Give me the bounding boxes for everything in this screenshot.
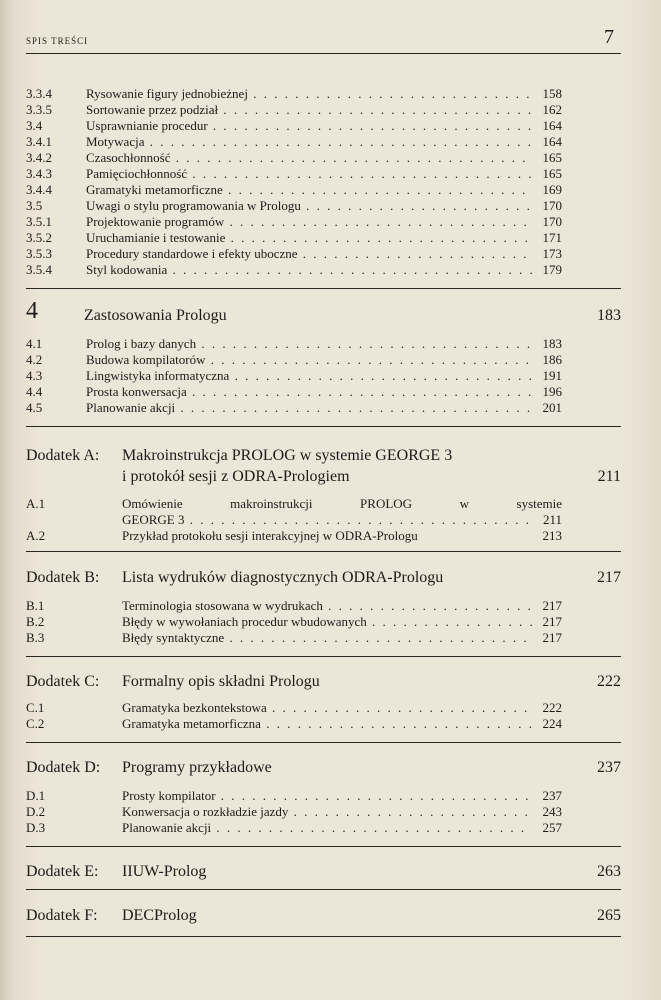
appendix-title: Formalny opis składni Prologu xyxy=(122,673,320,690)
toc-entry: 4.4 Prosta konwersacja . . . 196 xyxy=(26,384,562,400)
header-rule xyxy=(26,53,621,54)
appendix-page: 217 xyxy=(597,569,621,586)
toc-entry: 3.3.4 Rysowanie figury jednobieżnej . . . 158 xyxy=(26,86,562,102)
toc-entry: D.2 Konwersacja o rozkładzie jazdy . . . 243 xyxy=(26,804,562,820)
appendix-title: Lista wydruków diagnostycznych ODRA-Prologu xyxy=(122,569,444,586)
toc-entry: B.1 Terminologia stosowana w wydrukach . . . 217 xyxy=(26,598,562,614)
appendix-title: DECProlog xyxy=(122,907,197,924)
toc-entry: 3.4.1 Motywacja . . . 164 xyxy=(26,134,562,150)
appendix-page: 263 xyxy=(597,863,621,880)
appendix-title: Makroinstrukcja PROLOG w systemie GEORGE 3 xyxy=(122,447,453,464)
section-rule xyxy=(26,426,621,427)
section-rule xyxy=(26,656,621,657)
toc-entry: B.2 Błędy w wywołaniach procedur wbudowanych . . . 217 xyxy=(26,614,562,630)
toc-entry: 3.5 Uwagi o stylu programowania w Prologu . . . 170 xyxy=(26,198,562,214)
toc-entry: 3.3.5 Sortowanie przez podział . . . 162 xyxy=(26,102,562,118)
appendix-label: Dodatek C: xyxy=(26,673,100,690)
appendix-page: 237 xyxy=(597,759,621,776)
toc-entry: 3.5.1 Projektowanie programów . . . 170 xyxy=(26,214,562,230)
toc-entry-cont: GEORGE 3 . . . 211 xyxy=(26,512,562,528)
appendix-page: 222 xyxy=(597,673,621,690)
appendix-label: Dodatek D: xyxy=(26,759,101,776)
toc-entry: 3.4.4 Gramatyki metamorficzne . . . 169 xyxy=(26,182,562,198)
section-rule xyxy=(26,936,621,937)
toc-entry: D.3 Planowanie akcji . . . 257 xyxy=(26,820,562,836)
toc-entry: 4.2 Budowa kompilatorów . . . 186 xyxy=(26,352,562,368)
appendix-title: Programy przykładowe xyxy=(122,759,272,776)
running-head: SPIS TREŚCI xyxy=(26,36,89,46)
page-number: 7 xyxy=(604,26,614,48)
section-rule xyxy=(26,551,621,552)
book-page: SPIS TREŚCI 7 3.3.4 Rysowanie figury jednobieżnej . . . 158 3.3.5 Sortowanie przez podział . . . 162 3.4 Usprawnianie procedur . . . 164 3.4.1 Motywacja . . . 164 3.4.2 Czasochłonność . . . 165 3.4.3 Pamięciochłonność . . . 165 3.4.4 Gramatyki metamorficzne . . . 169 3.5 Uwagi o stylu programowania w Prologu . . . 170 3.5.1 Projektowanie programów . . . 170 3.5.2 Uruchamianie i testowanie . . . 171 3.5.3 Procedury standardowe i efekty uboczne . . . 173 3.5.4 Styl kodowania . . . 179 4 Zastosowania Prologu 183 4.1 Prolog i bazy danych . . . 183 4.2 Budowa kompilatorów . . . 186 4.3 Lingwistyka informatyczna . . . 191 4.4 Prosta konwersacja . . . 196 4.5 Planowanie akcji . . . 201 Dodatek A: Makroinstrukcja PROLOG w systemie GEORGE 3 i protokół sesji z ODRA-Prologiem 211 A.1 Omówienie makroinstrukcji PROLOG w systemie GEORGE 3 . . . 211 A.2 Przykład protokołu sesji interakcyjnej w ODRA-Prologu 213 Dodatek B: Lista wydruków diagnostycznych ODRA-Prologu 217 B.1 Terminologia stosowana w wydrukach . . . 217 B.2 Błędy w wywołaniach procedur wbudowanych . . . 217 B.3 Błędy syntaktyczne . . . 217 Dodatek C: Formalny opis składni Prologu 222 C.1 Gramatyka bezkontekstowa . . . 222 C.2 Gramatyka metamorficzna . . . 224 Dodatek D: Programy przykładowe 237 D.1 Prosty kompilator . . . 237 D.2 Konwersacja o rozkładzie jazdy . . . 243 D.3 Planowanie akcji . . . 257 Dodatek E: IIUW-Prolog 263 Dodatek F: DECProlog 265 xyxy=(0,0,661,1000)
section-rule xyxy=(26,846,621,847)
chapter-title: Zastosowania Prologu xyxy=(84,307,227,324)
toc-entry: 3.5.4 Styl kodowania . . . 179 xyxy=(26,262,562,278)
appendix-label: Dodatek E: xyxy=(26,863,99,880)
chapter-number: 4 xyxy=(26,298,38,324)
toc-entry: 3.5.3 Procedury standardowe i efekty uboczne . . . 173 xyxy=(26,246,562,262)
toc-entry: 4.5 Planowanie akcji . . . 201 xyxy=(26,400,562,416)
toc-entry: D.1 Prosty kompilator . . . 237 xyxy=(26,788,562,804)
toc-entry: B.3 Błędy syntaktyczne . . . 217 xyxy=(26,630,562,646)
section-rule xyxy=(26,742,621,743)
toc-entry: 3.4.3 Pamięciochłonność . . . 165 xyxy=(26,166,562,182)
toc-entry: C.2 Gramatyka metamorficzna . . . 224 xyxy=(26,716,562,732)
appendix-page: 265 xyxy=(597,907,621,924)
toc-entry: 4.3 Lingwistyka informatyczna . . . 191 xyxy=(26,368,562,384)
toc-entry: C.1 Gramatyka bezkontekstowa . . . 222 xyxy=(26,700,562,716)
appendix-title: IIUW-Prolog xyxy=(122,863,207,880)
toc-entry: 3.5.2 Uruchamianie i testowanie . . . 171 xyxy=(26,230,562,246)
appendix-label: Dodatek F: xyxy=(26,907,98,924)
chapter-page: 183 xyxy=(597,307,621,324)
toc-entry: 3.4.2 Czasochłonność . . . 165 xyxy=(26,150,562,166)
toc-entry: 4.1 Prolog i bazy danych . . . 183 xyxy=(26,336,562,352)
toc-entry: 3.4 Usprawnianie procedur . . . 164 xyxy=(26,118,562,134)
appendix-title-line2: i protokół sesji z ODRA-Prologiem xyxy=(122,468,350,485)
appendix-page: 211 xyxy=(597,468,621,485)
appendix-label: Dodatek B: xyxy=(26,569,100,586)
section-rule xyxy=(26,288,621,289)
appendix-label: Dodatek A: xyxy=(26,447,100,464)
section-rule xyxy=(26,889,621,890)
